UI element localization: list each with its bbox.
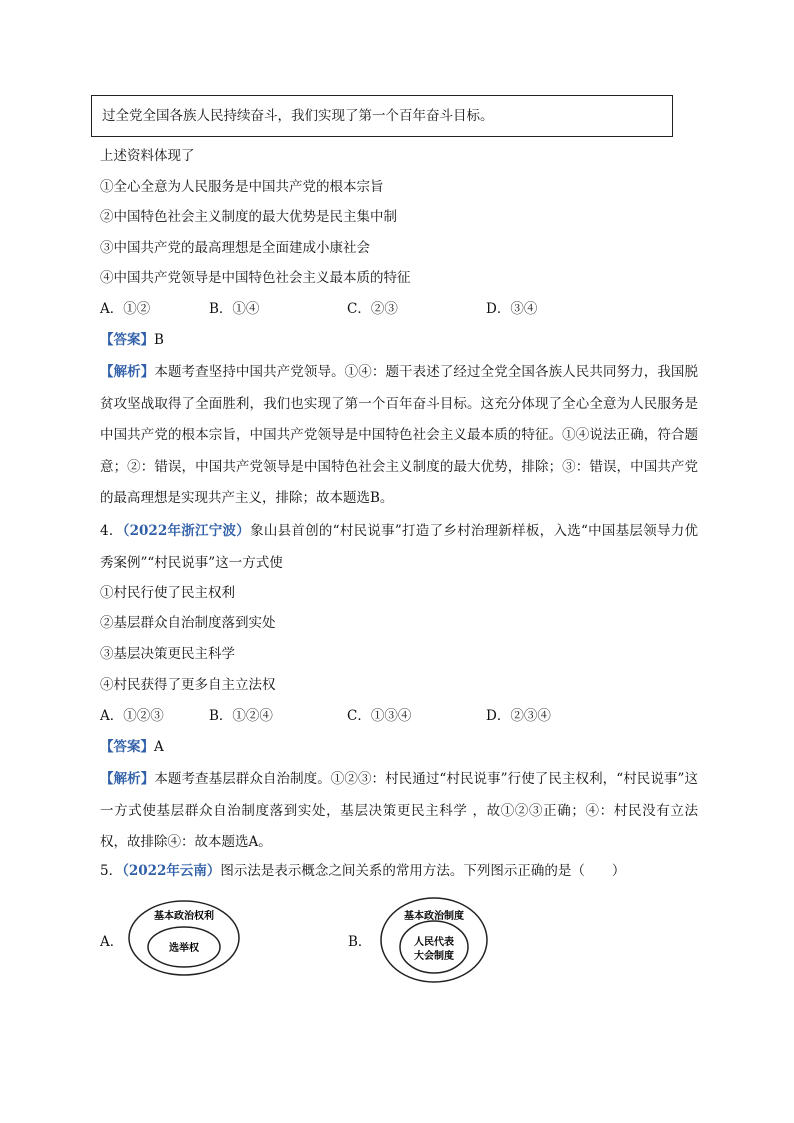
question-number: 4．: [100, 523, 123, 539]
analysis-text: 本题考查坚持中国共产党领导。①④：题干表述了经过全党全国各族人民共同努力，我国脱贫攻坚战取得了全面胜利，我们也实现了第一个百年奋斗目标。这充分体现了全心全意为人民服务是中国共产党的根本宗旨，中国共产党领导是中国特色社会主义最本质的特征。①④说法正确，符合题意；②：错误，中国共产党领导是中国特色社会主义制度的最大优势，排除；③：错误，中国共产党的最高理想是实现共产主义，排除；故本题选B。: [100, 364, 699, 506]
venn-diagram-b: [378, 895, 490, 985]
q4-item-1: ①村民行使了民主权利: [100, 585, 235, 601]
inner-label: 选举权: [169, 943, 199, 954]
q4-item-3: ③基层决策更民主科学: [100, 646, 235, 662]
q3-option-b: B．①④: [209, 301, 260, 317]
q4-answer: [100, 737, 164, 757]
outer-label: 基本政治权利: [154, 911, 214, 922]
answer-tag: 【答案】: [100, 739, 154, 755]
answer-value: A: [154, 739, 164, 755]
q3-item-1: ①全心全意为人民服务是中国共产党的根本宗旨: [100, 179, 384, 195]
question-text: 象山县首创的“村民说事”打造了乡村治理新样板，入选“中国基层领导力优秀案例”“村民说事”这一方式使: [100, 523, 698, 571]
q4-option-d: D．②③④: [486, 708, 551, 724]
q3-item-4: ④中国共产党领导是中国特色社会主义最本质的特征: [100, 270, 411, 286]
q5-option-a-label: A．: [100, 934, 124, 950]
analysis-tag: 【解析】: [100, 364, 155, 380]
q3-analysis: [100, 357, 698, 515]
material-box: [91, 95, 673, 137]
question-number: 5．: [100, 863, 123, 879]
question-source: （2022年浙江宁波）: [122, 523, 251, 539]
material-text: 过全党全国各族人民持续奋斗，我们实现了第一个百年奋斗目标。: [102, 108, 494, 124]
q4-item-4: ④村民获得了更多自主立法权: [100, 677, 276, 693]
q3-item-2: ②中国特色社会主义制度的最大优势是民主集中制: [100, 209, 397, 225]
q4-option-a: A．①②③: [100, 708, 164, 724]
q3-item-3: ③中国共产党的最高理想是全面建成小康社会: [100, 240, 370, 256]
q4-option-c: C．①③④: [347, 708, 412, 724]
q5-stem: [100, 861, 625, 881]
q3-option-a: A．①②: [100, 301, 151, 317]
question-source: （2022年云南）: [122, 863, 221, 879]
q3-stem: 上述资料体现了: [100, 148, 195, 164]
q4-item-2: ②基层群众自治制度落到实处: [100, 615, 276, 631]
q4-stem: [100, 516, 698, 579]
analysis-tag: 【解析】: [100, 771, 155, 787]
venn-diagram-a: [126, 898, 242, 978]
outer-label: 基本政治制度: [404, 911, 464, 922]
q5-option-b-label: B．: [348, 934, 372, 950]
q4-option-b: B．①②④: [209, 708, 273, 724]
inner-label-line1: 人民代表: [414, 937, 454, 948]
question-text: 图示法是表示概念之间关系的常用方法。下列图示正确的是（ ）: [220, 863, 626, 879]
answer-tag: 【答案】: [100, 332, 154, 348]
q4-analysis: [100, 764, 698, 859]
answer-value: B: [154, 332, 164, 348]
analysis-text: 本题考查基层群众自治制度。①②③：村民通过“村民说事”行使了民主权利，“村民说事”这一方式使基层群众自治制度落到实处，基层决策更民主科学 ，故①②③正确；④：村民没有立法权，故排除④：故本题选A。: [100, 771, 699, 850]
q3-option-d: D．③④: [486, 301, 538, 317]
inner-label-line2: 大会制度: [414, 951, 454, 962]
q3-answer: [100, 330, 164, 350]
q3-option-c: C．②③: [347, 301, 398, 317]
